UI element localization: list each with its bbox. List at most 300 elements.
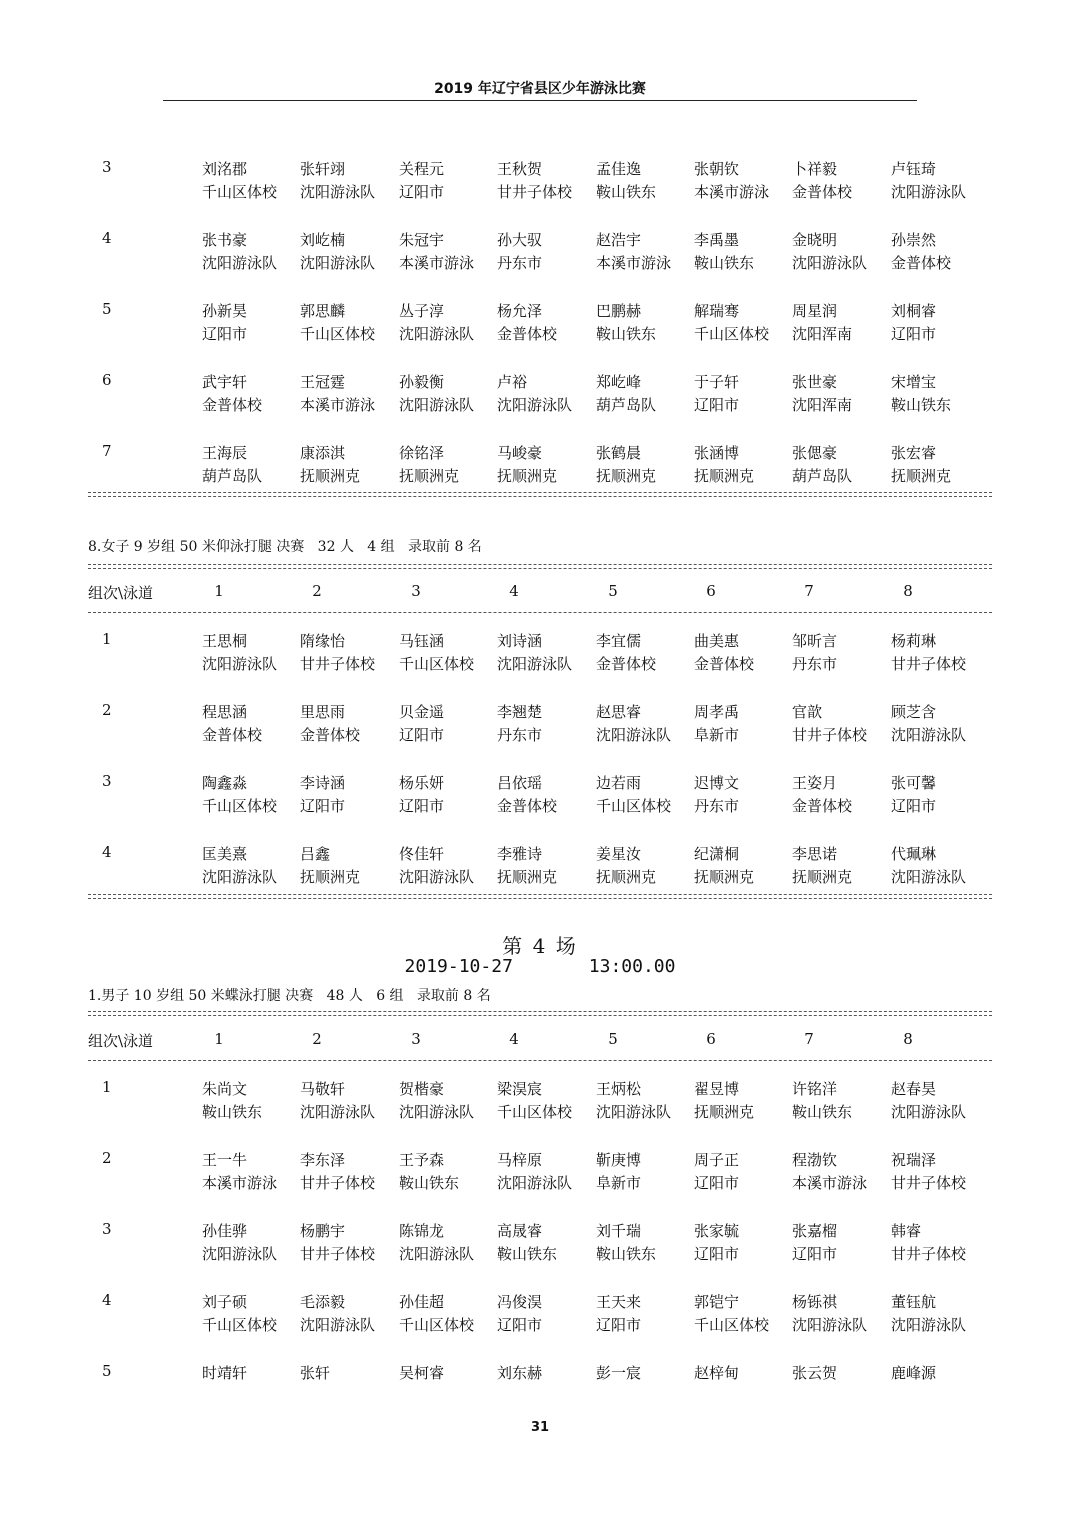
swimmer-cell <box>891 701 966 747</box>
swimmer-cell <box>596 843 656 889</box>
swimmer-cell <box>202 1291 277 1337</box>
swimmer-name: 武宇轩 <box>202 373 248 391</box>
swimmer-cell <box>694 1291 769 1337</box>
swimmer-team: 鞍山铁东 <box>497 1245 558 1263</box>
swimmer-cell <box>596 772 671 818</box>
swimmer-team: 辽阳市 <box>399 797 445 815</box>
table-row <box>88 1291 992 1362</box>
swimmer-team: 丹东市 <box>694 797 740 815</box>
swimmer-cell <box>202 229 277 275</box>
swimmer-team: 鞍山铁东 <box>694 254 755 272</box>
swimmer-name: 康添淇 <box>300 444 346 462</box>
swimmer-cell <box>497 772 557 818</box>
swimmer-name: 刘诗涵 <box>497 632 543 650</box>
group-number: 7 <box>102 442 112 460</box>
swimmer-team: 抚顺洲克 <box>497 467 558 485</box>
swimmer-team: 沈阳游泳队 <box>300 1103 376 1121</box>
swimmer-name: 张轩 <box>300 1364 331 1382</box>
swimmer-team: 金普体校 <box>792 183 853 201</box>
swimmer-cell <box>497 701 542 747</box>
swimmer-name: 曲美惠 <box>694 632 740 650</box>
table-row <box>88 1149 992 1220</box>
swimmer-team: 甘井子体校 <box>792 726 868 744</box>
swimmer-team: 辽阳市 <box>300 797 346 815</box>
swimmer-cell <box>202 1362 247 1408</box>
swimmer-cell <box>300 772 345 818</box>
swimmer-name: 李翘楚 <box>497 703 543 721</box>
swimmer-name: 程思涵 <box>202 703 248 721</box>
swimmer-cell <box>399 630 474 676</box>
swimmer-team: 辽阳市 <box>596 1316 642 1334</box>
swimmer-cell <box>300 701 360 747</box>
swimmer-team: 沈阳游泳队 <box>399 396 475 414</box>
swimmer-name: 王思桐 <box>202 632 248 650</box>
lane-number: 1 <box>214 582 224 600</box>
lane-number: 3 <box>411 582 421 600</box>
swimmer-name: 宋增宝 <box>891 373 937 391</box>
lane-number: 8 <box>903 582 913 600</box>
swimmer-cell <box>202 300 247 346</box>
swimmer-team: 沈阳游泳队 <box>300 254 376 272</box>
swimmer-cell <box>202 1078 262 1124</box>
swimmer-name: 贝金遥 <box>399 703 445 721</box>
table-row <box>88 300 992 371</box>
swimmer-cell <box>792 843 852 889</box>
swimmer-cell <box>399 1220 474 1266</box>
swimmer-cell <box>399 1362 444 1408</box>
swimmer-team: 辽阳市 <box>399 726 445 744</box>
swimmer-team: 沈阳游泳队 <box>891 868 967 886</box>
swimmer-name: 时靖轩 <box>202 1364 248 1382</box>
swimmer-cell <box>792 158 852 204</box>
swimmer-name: 张宏睿 <box>891 444 937 462</box>
lane-header-label: 组次\泳道 <box>88 1032 154 1050</box>
swimmer-team: 辽阳市 <box>694 396 740 414</box>
event8-table <box>88 630 992 914</box>
swimmer-team: 丹东市 <box>792 655 838 673</box>
swimmer-name: 解瑞骞 <box>694 302 740 320</box>
session-time: 13:00.00 <box>588 956 676 977</box>
lane-number: 4 <box>509 1030 519 1048</box>
swimmer-cell <box>596 229 671 275</box>
table-row <box>88 229 992 300</box>
lane-number: 6 <box>706 582 716 600</box>
swimmer-name: 张偲豪 <box>792 444 838 462</box>
swimmer-team: 辽阳市 <box>891 797 937 815</box>
swimmer-team: 鞍山铁东 <box>891 396 952 414</box>
swimmer-name: 佟佳轩 <box>399 845 445 863</box>
prev-event-table <box>88 158 992 513</box>
swimmer-team: 沈阳游泳队 <box>497 396 573 414</box>
swimmer-cell <box>399 300 474 346</box>
swimmer-cell <box>399 1149 459 1195</box>
swimmer-cell <box>792 701 867 747</box>
swimmer-cell <box>202 772 277 818</box>
swimmer-team: 沈阳游泳队 <box>497 655 573 673</box>
swimmer-team: 鞍山铁东 <box>596 325 657 343</box>
swimmer-cell <box>596 371 656 417</box>
swimmer-team: 甘井子体校 <box>300 655 376 673</box>
swimmer-team: 鞍山铁东 <box>596 183 657 201</box>
swimmer-name: 靳庚博 <box>596 1151 642 1169</box>
swimmer-cell <box>202 158 277 204</box>
swimmer-cell <box>202 1149 277 1195</box>
swimmer-name: 郑屹峰 <box>596 373 642 391</box>
swimmer-team <box>694 1385 739 1408</box>
swimmer-name: 里思雨 <box>300 703 346 721</box>
swimmer-team: 抚顺洲克 <box>300 467 361 485</box>
header-rule <box>163 100 917 101</box>
swimmer-team: 抚顺洲克 <box>694 1103 755 1121</box>
swimmer-team: 金普体校 <box>300 726 361 744</box>
swimmer-cell <box>300 300 375 346</box>
swimmer-name: 吕依瑶 <box>497 774 543 792</box>
swimmer-cell <box>596 1362 641 1408</box>
swimmer-cell <box>202 442 262 488</box>
swimmer-cell <box>891 1149 966 1195</box>
swimmer-name: 翟昱博 <box>694 1080 740 1098</box>
swimmer-cell <box>792 1149 867 1195</box>
swimmer-cell <box>497 1149 572 1195</box>
swimmer-team: 沈阳游泳队 <box>300 183 376 201</box>
swimmer-team: 沈阳游泳队 <box>399 325 475 343</box>
swimmer-cell <box>694 1220 739 1266</box>
swimmer-name: 郭思麟 <box>300 302 346 320</box>
swimmer-cell <box>891 442 951 488</box>
swimmer-name: 刘桐睿 <box>891 302 937 320</box>
swimmer-team: 甘井子体校 <box>891 655 967 673</box>
swimmer-team: 本溪市游泳 <box>694 183 770 201</box>
swimmer-cell <box>497 843 557 889</box>
swimmer-name: 李禹墨 <box>694 231 740 249</box>
swimmer-team: 抚顺洲克 <box>596 467 657 485</box>
swimmer-cell <box>399 772 444 818</box>
swimmer-team: 鞍山铁东 <box>202 1103 263 1121</box>
table-row <box>88 701 992 772</box>
swimmer-team: 沈阳游泳队 <box>497 1174 573 1192</box>
swimmer-team: 沈阳游泳队 <box>891 726 967 744</box>
swimmer-team <box>300 1385 330 1408</box>
swimmer-name: 于子轩 <box>694 373 740 391</box>
swimmer-team: 沈阳游泳队 <box>399 1103 475 1121</box>
swimmer-team: 沈阳浑南 <box>792 325 853 343</box>
swimmer-team: 阜新市 <box>596 1174 642 1192</box>
swimmer-name: 高晟睿 <box>497 1222 543 1240</box>
swimmer-name: 隋缘怡 <box>300 632 346 650</box>
lane-number: 7 <box>804 1030 814 1048</box>
swimmer-name: 卢裕 <box>497 373 528 391</box>
swimmer-name: 张鹤晨 <box>596 444 642 462</box>
swimmer-cell <box>300 1149 375 1195</box>
swimmer-cell <box>891 1362 936 1408</box>
swimmer-cell <box>399 229 474 275</box>
swimmer-team: 抚顺洲克 <box>891 467 952 485</box>
group-number: 1 <box>102 630 112 648</box>
swimmer-name: 郭铠宁 <box>694 1293 740 1311</box>
swimmer-team: 本溪市游泳 <box>202 1174 278 1192</box>
swimmer-name: 周星润 <box>792 302 838 320</box>
swimmer-team: 本溪市游泳 <box>596 254 672 272</box>
swimmer-name: 周子正 <box>694 1151 740 1169</box>
swimmer-team: 沈阳游泳队 <box>891 1316 967 1334</box>
swimmer-team: 沈阳游泳队 <box>300 1316 376 1334</box>
swimmer-cell <box>792 371 852 417</box>
swimmer-name: 陈锦龙 <box>399 1222 445 1240</box>
swimmer-name: 赵梓甸 <box>694 1364 740 1382</box>
group-number: 3 <box>102 158 112 176</box>
double-rule <box>88 894 992 899</box>
swimmer-team: 本溪市游泳 <box>792 1174 868 1192</box>
session-datetime <box>0 956 1080 977</box>
double-rule <box>88 564 992 569</box>
swimmer-name: 孙新昊 <box>202 302 248 320</box>
swimmer-team: 葫芦岛队 <box>202 467 263 485</box>
swimmer-cell <box>399 371 474 417</box>
swimmer-cell <box>596 1291 641 1337</box>
swimmer-name: 冯俊淏 <box>497 1293 543 1311</box>
swimmer-team: 千山区体校 <box>596 797 672 815</box>
swimmer-team <box>399 1385 444 1408</box>
swimmer-team: 金普体校 <box>497 325 558 343</box>
double-rule <box>88 492 992 497</box>
double-rule <box>88 1011 992 1016</box>
swimmer-team: 千山区体校 <box>202 797 278 815</box>
swimmer-team: 鞍山铁东 <box>596 1245 657 1263</box>
table-row <box>88 843 992 914</box>
swimmer-cell <box>694 229 754 275</box>
dashed-rule <box>88 1060 992 1061</box>
swimmer-name: 杨铄祺 <box>792 1293 838 1311</box>
swimmer-team: 千山区体校 <box>202 1316 278 1334</box>
swimmer-cell <box>596 158 656 204</box>
group-number: 1 <box>102 1078 112 1096</box>
swimmer-cell <box>891 1220 966 1266</box>
group-number: 2 <box>102 701 112 719</box>
swimmer-cell <box>694 1362 739 1408</box>
swimmer-cell <box>792 1220 837 1266</box>
swimmer-cell <box>497 158 572 204</box>
group-number: 5 <box>102 300 112 318</box>
swimmer-name: 王予森 <box>399 1151 445 1169</box>
swimmer-team: 辽阳市 <box>202 325 248 343</box>
swimmer-name: 匡美熹 <box>202 845 248 863</box>
swimmer-name: 金晓明 <box>792 231 838 249</box>
swimmer-name: 王一牛 <box>202 1151 248 1169</box>
swimmer-cell <box>694 371 739 417</box>
swimmer-cell <box>399 843 474 889</box>
swimmer-name: 陶鑫淼 <box>202 774 248 792</box>
swimmer-team: 抚顺洲克 <box>596 868 657 886</box>
swimmer-team: 甘井子体校 <box>891 1245 967 1263</box>
swimmer-team: 抚顺洲克 <box>694 467 755 485</box>
swimmer-team: 甘井子体校 <box>300 1174 376 1192</box>
swimmer-cell <box>792 300 852 346</box>
swimmer-cell <box>792 1362 837 1408</box>
group-number: 2 <box>102 1149 112 1167</box>
swimmer-name: 张朝钦 <box>694 160 740 178</box>
swimmer-name: 王冠霆 <box>300 373 346 391</box>
swimmer-cell <box>497 1362 542 1408</box>
lane-number: 4 <box>509 582 519 600</box>
swimmer-team: 甘井子体校 <box>891 1174 967 1192</box>
swimmer-cell <box>792 630 837 676</box>
swimmer-team: 辽阳市 <box>891 325 937 343</box>
swimmer-name: 马峻豪 <box>497 444 543 462</box>
swimmer-name: 王秋贺 <box>497 160 543 178</box>
swimmer-name: 刘洺郡 <box>202 160 248 178</box>
swimmer-name: 杨乐妍 <box>399 774 445 792</box>
swimmer-name: 杨莉琳 <box>891 632 937 650</box>
swimmer-team: 千山区体校 <box>300 325 376 343</box>
swimmer-cell <box>792 1291 867 1337</box>
swimmer-name: 吴柯睿 <box>399 1364 445 1382</box>
swimmer-cell <box>891 229 951 275</box>
swimmer-team: 鞍山铁东 <box>399 1174 460 1192</box>
swimmer-team: 沈阳游泳队 <box>792 1316 868 1334</box>
session-date: 2019-10-27 <box>404 956 513 977</box>
swimmer-name: 巴鹏赫 <box>596 302 642 320</box>
swimmer-name: 张涵博 <box>694 444 740 462</box>
swimmer-name: 赵春昊 <box>891 1080 937 1098</box>
swimmer-team: 千山区体校 <box>497 1103 573 1121</box>
swimmer-name: 朱尚文 <box>202 1080 248 1098</box>
swimmer-cell <box>694 1078 754 1124</box>
swimmer-team <box>891 1385 936 1408</box>
swimmer-name: 王天来 <box>596 1293 642 1311</box>
swimmer-team: 沈阳游泳队 <box>202 655 278 673</box>
swimmer-cell <box>694 300 769 346</box>
swimmer-name: 李诗涵 <box>300 774 346 792</box>
swimmer-cell <box>891 772 936 818</box>
lane-number: 5 <box>608 1030 618 1048</box>
swimmer-cell <box>399 158 444 204</box>
swimmer-name: 边若雨 <box>596 774 642 792</box>
swimmer-team: 抚顺洲克 <box>497 868 558 886</box>
swimmer-name: 纪潇桐 <box>694 845 740 863</box>
swimmer-team: 沈阳浑南 <box>792 396 853 414</box>
table-row <box>88 442 992 513</box>
swimmer-cell <box>399 1078 474 1124</box>
swimmer-team: 金普体校 <box>202 726 263 744</box>
swimmer-name: 姜星汝 <box>596 845 642 863</box>
swimmer-cell <box>399 442 459 488</box>
swimmer-cell <box>202 371 262 417</box>
swimmer-name: 孙大驭 <box>497 231 543 249</box>
swimmer-cell <box>694 701 739 747</box>
swimmer-name: 邹昕言 <box>792 632 838 650</box>
swimmer-team: 抚顺洲克 <box>300 868 361 886</box>
swimmer-name: 卢钰琦 <box>891 160 937 178</box>
swimmer-team: 沈阳游泳队 <box>202 254 278 272</box>
swimmer-name: 关程元 <box>399 160 445 178</box>
swimmer-team: 阜新市 <box>694 726 740 744</box>
swimmer-name: 顾芝含 <box>891 703 937 721</box>
swimmer-cell <box>596 300 656 346</box>
swimmer-cell <box>300 158 375 204</box>
swimmer-name: 徐铭泽 <box>399 444 445 462</box>
lane-number: 7 <box>804 582 814 600</box>
swimmer-team: 千山区体校 <box>694 325 770 343</box>
swimmer-cell <box>202 1220 277 1266</box>
swimmer-name: 毛添毅 <box>300 1293 346 1311</box>
swimmer-name: 孙崇然 <box>891 231 937 249</box>
table-row <box>88 371 992 442</box>
swimmer-cell <box>694 158 769 204</box>
event1-table <box>88 1078 992 1433</box>
swimmer-name: 杨鹏宇 <box>300 1222 346 1240</box>
swimmer-name: 鹿峰源 <box>891 1364 937 1382</box>
page-number: 31 <box>530 1420 550 1435</box>
swimmer-name: 朱冠宇 <box>399 231 445 249</box>
swimmer-cell <box>300 1078 375 1124</box>
swimmer-cell <box>300 442 360 488</box>
swimmer-name: 王海辰 <box>202 444 248 462</box>
swimmer-team <box>202 1385 247 1408</box>
lane-header-row <box>88 1030 992 1052</box>
lane-number: 2 <box>312 582 322 600</box>
swimmer-cell <box>891 158 966 204</box>
swimmer-cell <box>792 229 867 275</box>
swimmer-name: 代珮琳 <box>891 845 937 863</box>
swimmer-cell <box>497 1291 542 1337</box>
swimmer-cell <box>497 300 557 346</box>
swimmer-cell <box>596 1149 641 1195</box>
swimmer-name: 杨允泽 <box>497 302 543 320</box>
swimmer-team: 沈阳游泳队 <box>202 1245 278 1263</box>
swimmer-name: 孙佳骅 <box>202 1222 248 1240</box>
swimmer-cell <box>497 229 542 275</box>
event-title: 1.男子 10 岁组 50 米蝶泳打腿 决赛 48 人 6 组 录取前 8 名 <box>88 988 491 1004</box>
swimmer-cell <box>694 630 754 676</box>
swimmer-cell <box>300 843 360 889</box>
swimmer-cell <box>891 1078 966 1124</box>
swimmer-cell <box>891 371 951 417</box>
swimmer-team: 辽阳市 <box>694 1174 740 1192</box>
swimmer-team: 辽阳市 <box>694 1245 740 1263</box>
swimmer-name: 李东泽 <box>300 1151 346 1169</box>
swimmer-cell <box>300 1362 330 1408</box>
swimmer-name: 卜祥毅 <box>792 160 838 178</box>
event-title: 8.女子 9 岁组 50 米仰泳打腿 决赛 32 人 4 组 录取前 8 名 <box>88 539 482 555</box>
swimmer-team: 金普体校 <box>694 655 755 673</box>
swimmer-team: 抚顺洲克 <box>694 868 755 886</box>
swimmer-name: 刘屹楠 <box>300 231 346 249</box>
swimmer-team: 沈阳游泳队 <box>596 1103 672 1121</box>
swimmer-name: 韩睿 <box>891 1222 922 1240</box>
swimmer-team <box>497 1385 542 1408</box>
swimmer-name: 张嘉榴 <box>792 1222 838 1240</box>
group-number: 3 <box>102 772 112 790</box>
swimmer-team: 沈阳游泳队 <box>891 183 967 201</box>
swimmer-cell <box>792 1078 852 1124</box>
swimmer-team: 辽阳市 <box>399 183 445 201</box>
swimmer-name: 吕鑫 <box>300 845 331 863</box>
swimmer-name: 王姿月 <box>792 774 838 792</box>
swimmer-name: 李思诺 <box>792 845 838 863</box>
swimmer-name: 李雅诗 <box>497 845 543 863</box>
swimmer-cell <box>694 1149 739 1195</box>
swimmer-name: 梁淏宸 <box>497 1080 543 1098</box>
swimmer-team: 金普体校 <box>202 396 263 414</box>
swimmer-cell <box>202 630 277 676</box>
swimmer-cell <box>497 630 572 676</box>
swimmer-cell <box>300 1291 375 1337</box>
swimmer-cell <box>891 843 966 889</box>
swimmer-team: 金普体校 <box>596 655 657 673</box>
swimmer-cell <box>497 1220 557 1266</box>
swimmer-cell <box>300 630 375 676</box>
swimmer-name: 官歆 <box>792 703 823 721</box>
